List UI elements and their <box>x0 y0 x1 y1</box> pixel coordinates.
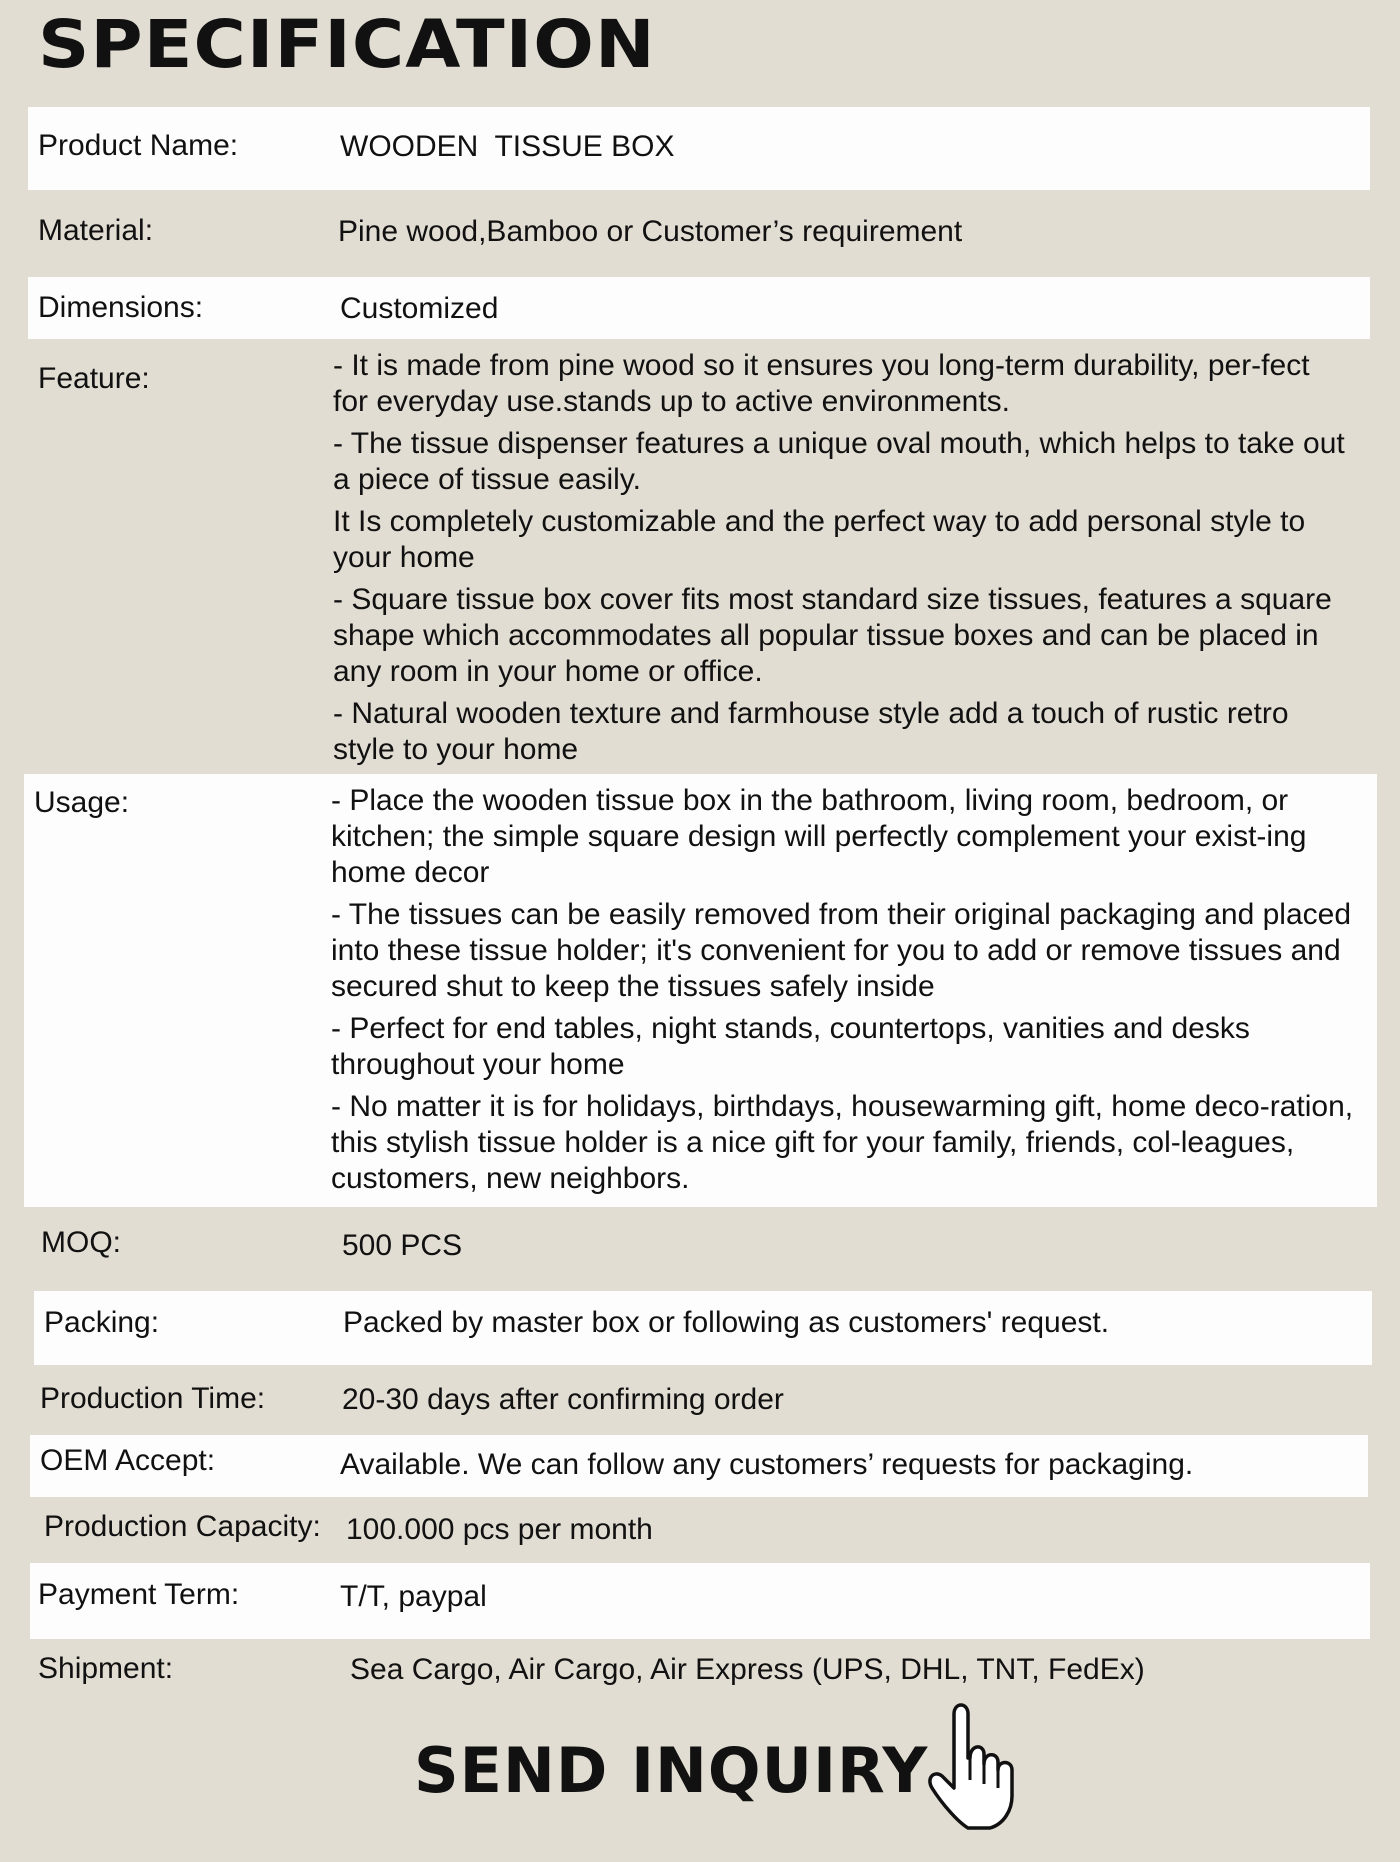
spec-label: Packing: <box>44 1306 160 1339</box>
spec-row-material <box>28 196 1370 272</box>
usage-paragraph: - The tissues can be easily removed from their original packaging and placed into these tissue holder; it's convenient for you to add or remove tissues and secured shut to keep the tissues safely inside <box>331 898 1351 1003</box>
spec-value: Packed by master box or following as customers' request. <box>343 1306 1110 1339</box>
spec-label: Usage: <box>34 786 130 819</box>
feature-paragraph: - The tissue dispenser features a unique oval mouth, which helps to take out a piece of tissue easily. <box>333 427 1345 496</box>
usage-paragraph: - Place the wooden tissue box in the bathroom, living room, bedroom, or kitchen; the simple square design will perfectly complement your exist-ing home decor <box>331 784 1307 889</box>
spec-row-usage <box>24 774 1377 1207</box>
spec-label: OEM Accept: <box>40 1444 216 1477</box>
spec-value: WOODEN TISSUE BOX <box>340 130 675 163</box>
spec-row-production-capacity <box>28 1500 1370 1560</box>
feature-paragraph: It Is completely customizable and the perfect way to add personal style to your home <box>333 505 1306 574</box>
spec-value-list <box>331 783 1355 1203</box>
spec-label: Production Time: <box>40 1382 266 1415</box>
spec-row-feature <box>28 342 1370 772</box>
spec-row-production-time <box>28 1370 1370 1432</box>
spec-row-packing <box>34 1291 1372 1365</box>
usage-paragraph: - Perfect for end tables, night stands, countertops, vanities and desks throughout your home <box>331 1012 1250 1081</box>
spec-label: Feature: <box>38 362 150 395</box>
spec-label: Material: <box>38 214 154 247</box>
spec-label: Product Name: <box>38 129 239 162</box>
spec-value: Customized <box>340 292 499 325</box>
send-inquiry-button[interactable]: SEND INQUIRY <box>414 1734 929 1807</box>
feature-paragraph: - Square tissue box cover fits most standard size tissues, features a square shape which accommodates all popular tissue boxes and can be placed in any room in your home or office. <box>333 583 1332 688</box>
spec-value: T/T, paypal <box>340 1580 487 1613</box>
spec-value: 20-30 days after confirming order <box>342 1383 784 1416</box>
spec-value: Sea Cargo, Air Cargo, Air Express (UPS, DHL, TNT, FedEx) <box>350 1653 1145 1686</box>
spec-label: Dimensions: <box>38 291 204 324</box>
pointing-hand-icon[interactable] <box>924 1692 1036 1832</box>
feature-paragraph: - Natural wooden texture and farmhouse style add a touch of rustic retro style to your home <box>333 697 1289 766</box>
spec-value: 100.000 pcs per month <box>346 1513 653 1546</box>
spec-row-moq <box>28 1210 1370 1285</box>
spec-value: 500 PCS <box>342 1229 463 1262</box>
spec-label: Production Capacity: <box>44 1510 321 1543</box>
spec-row-product-name <box>28 107 1370 190</box>
page-title: SPECIFICATION <box>38 6 656 83</box>
spec-row-shipment <box>28 1644 1370 1704</box>
spec-label: Shipment: <box>38 1652 174 1685</box>
spec-row-oem-accept <box>30 1435 1368 1497</box>
spec-label: MOQ: <box>41 1226 121 1259</box>
spec-value: Available. We can follow any customers’ requests for packaging. <box>340 1448 1194 1481</box>
feature-paragraph: - It is made from pine wood so it ensures you long-term durability, per-fect for everyday use.stands up to active environments. <box>333 349 1310 418</box>
spec-row-payment-term <box>30 1563 1370 1639</box>
usage-paragraph: - No matter it is for holidays, birthdays, housewarming gift, home deco-ration, this stylish tissue holder is a nice gift for your family, friends, col-leagues, customers, new neighbors. <box>331 1090 1354 1195</box>
spec-value: Pine wood,Bamboo or Customer’s requirement <box>338 215 963 248</box>
spec-value-list <box>333 348 1348 774</box>
spec-row-dimensions <box>28 277 1370 339</box>
spec-label: Payment Term: <box>38 1578 240 1611</box>
